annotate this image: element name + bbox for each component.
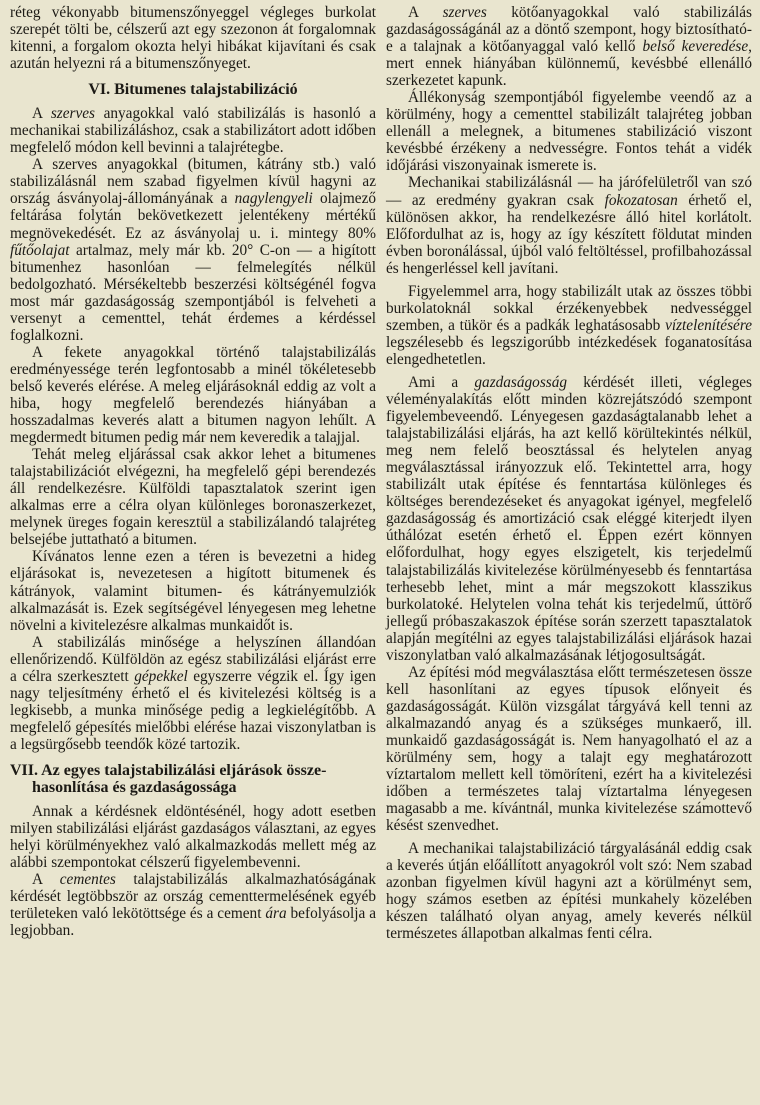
paragraph: A szerves anyagokkal (bitumen, kátrány stb.) való stabilizálásnál nem szabad figyelmen kívül hagyni az ország ásványolaj-állományának a nagylengyeli olajmező feltárása folytán bekövetkezett jelentékeny mértékű megnövekedését. Ez az ásványolaj u. i. mintegy 80% fűtőolajat artalmaz, mely már kb. 20° C-on — a higított bitumenhez hasonlóan — felmelegítés nélkül bedolgozható. Mérsékeltebb beszerzési költségénél fogva most már gazdaságosság szempontjából is felveheti a versenyt a cementtel, tehát érdemes a kérdéssel foglalkozni.: [10, 156, 377, 344]
emphasis: szerves: [50, 105, 95, 123]
right-column: [386, 4, 752, 1105]
paragraph: A stabilizálás minősége a helyszínen állandóan ellenőrizendő. Külföldön az egész stabilizálási eljárást erre a célra szerkesztett gépekkel egyszerre végzik el. Így igen nagy teljesítmény érhető el és kivitelezési költség is a legkisebb, a munka minősége pedig a legkielégítőbb. A megfelelő gépesítés mielőbbi elérése hazai viszonylatban is a legsürgősebb teendők közé tartozik.: [10, 633, 376, 753]
section-heading-vii: [10, 762, 376, 796]
emphasis: belső keveredése: [642, 38, 749, 56]
paragraph: Mechanikai stabilizálásnál — ha járófelületről van szó — az eredmény gyakran csak fokozatosan érhető el, különösen akkor, ha rendelkezésre álló hitel korlátolt. Előfordulhat az is, hogy az így készített földutat minden évben boronálással, újból való feltöltéssel, profilbahozással és hengerléssel kell javítani.: [386, 174, 752, 277]
emphasis: fűtőolajat: [10, 241, 70, 259]
emphasis: fokozatosan: [604, 191, 678, 209]
emphasis: víztelenítésére: [665, 316, 752, 334]
heading-line: hasonlítása és gazdaságossága: [32, 778, 237, 796]
paragraph: Állékonyság szempontjából figyelembe veendő az a körülmény, hogy a cementtel stabilizált talajréteg jobban ellenáll a melegnek, a bitumenes stabilizáció viszont kevésbbé érzékeny a nedvességre. Fontos tehát a vidék időjárási viszonyainak ismerete is.: [386, 89, 752, 175]
emphasis: szerves: [442, 4, 487, 21]
paragraph: Ami a gazdaságosság kérdését illeti, végleges véleményalakítás előtt minden közrejátszódó szempont figyelembeveendő. Lényegesen gazdaságtalanabb lehet a talajstabilizálási eljárás, ha azt kellő körültekintés nélkül, meg nem felelő beosztással és helytelen anyag megválasztással irányozzuk elő. Tekintettel arra, hogy stabilizált utak építése és fenntartása különleges és költséges berendezéseket és anyagokat igényel, megfelelő gazdaságosság és amortizáció csak eléggé kiterjedt ilyen úthálózat esetén érhető el. Éppen ezért könnyen előfordulhat, hogy egyes elszigetelt, kis terjedelmű talajstabilizálás kivitelezése körülményesebb és fenntartása terhesebb lehet, mint a már megszokott klasszikus burkolatoké. Helytelen volna tehát kis terjedelmű, úttörő jellegű próbaszakaszok építése során szerzett tapasztalatok alapján megítélni az egyes talajstabilizálási eljárások hazai viszonylatban való alkalmazásának létjogosultságát.: [386, 373, 752, 664]
emphasis: gépekkel: [134, 667, 188, 685]
heading-line: VII. Az egyes talajstabilizálási eljárások össze-: [10, 761, 327, 779]
section-heading-vi: VI. Bitumenes talajstabilizáció: [88, 81, 298, 99]
paragraph: A fekete anyagokkal történő talajstabilizálás eredményessége terén legfontosabb a minél tökéletesebb belső keverés elérése. A meleg eljárásoknál eddig az volt a hiba, hogy megfelelő berendezés hiányában a hosszadalmas keverés alatt a bitumen nagyon lehűlt. A megdermedt bitumen pedig már nem keveredik a talajjal.: [10, 343, 376, 447]
emphasis: cementes: [59, 871, 116, 889]
paragraph: réteg vékonyabb bitumenszőnyeggel végleges burkolat szerepét tölti be, célszerű azt egy szezonon át forgalomnak kitenni, a forgalom okozta helyi hibákat kijavítani és csak azután helyezni rá a bitumenszőnyeget.: [10, 4, 376, 73]
paragraph: A mechanikai talajstabilizáció tárgyalásánál eddig csak a keverés útján előállított anyagokról volt szó: Nem szabad azonban figyelmen kívül hagyni azt a körülményt sem, hogy számos esetben az építési munkahely közelében készen található olyan anyag, amely keverés nélkül természetes állapotban alkalmas fenti célra.: [386, 840, 752, 943]
paragraph: Annak a kérdésnek eldöntésénél, hogy adott esetben milyen stabilizálási eljárást gazdaságos választani, az egyes helyi körülményekhez való alkalmazkodás mellett még az alábbi szempontokat célszerű figyelembevenni.: [10, 802, 376, 872]
left-column: [10, 4, 376, 1105]
emphasis: ára: [265, 905, 287, 923]
paragraph: A szerves kötőanyagokkal való stabilizálás gazdaságosságánál az a döntő szempont, hogy biztosítható-e a talajnak a kötőanyaggal való kellő belső keveredése, mert ennek hiányában különnemű, kevésbbé ellenálló szerkezetet kapunk.: [386, 4, 752, 90]
emphasis: nagylengyeli: [234, 190, 313, 208]
paragraph: A szerves anyagokkal való stabilizálás is hasonló a mechanikai stabilizáláshoz, csak a stabilizátort adott időben megfelelő módon kell bevinni a talajrétegbe.: [10, 105, 376, 157]
paragraph: Tehát meleg eljárással csak akkor lehet a bitumenes talajstabilizációt elvégezni, ha megfelelő gépi berendezés áll rendelkezésre. Külföldi tapasztalatok szerint igen alkalmas erre a célra olyan különleges boronaszerkezet, melynek üreges fogain keresztül a stabilizálandó talajréteg belsejébe juttatható a bitumen.: [10, 446, 376, 549]
paragraph: Kívánatos lenne ezen a téren is bevezetni a hideg eljárásokat is, nevezetesen a higított bitumenek és kátrányok, valamint bitumen- és kátrányemulziók alkalmazását is. Ezek segítségével lényegesen meg lehetne növelni a kivitelezésre alkalmas munkaidőt is.: [10, 548, 376, 634]
paragraph: Az építési mód megválasztása előtt természetesen össze kell hasonlítani az egyes típusok előnyeit és gazdaságosságát. Külön vizsgálat tárgyává kell tenni az alkalmazandó anyag és a szükséges munkaerő, ill. munkaidő gazdaságosságát is. Nem hanyagolható el az a körülmény sem, hogy a talajt egy meghatározott víztartalom mellett kell tömöríteni, ezért ha a kivitelezési időben a természetes talaj víztartalma lényegesen magasabb a me. kívántnál, munka kivitelezése számottevő késést szenvedhet.: [386, 663, 752, 835]
paragraph: Figyelemmel arra, hogy stabilizált utak az összes többi burkolatoknál sokkal érzékenyebbek nedvességgel szemben, a tükör és a padkák leghatásosabb víztelenítésére legszélesebb és legszigorúbb intézkedések foganatosítása elengedhetetlen.: [386, 282, 752, 368]
paragraph: A cementes talajstabilizálás alkalmazhatóságának kérdését legtöbbször az ország cementtermelésének egyéb területeken való lekötöttsége és a cement ára befolyásolja a legjobban.: [10, 871, 376, 940]
emphasis: gazdaságosság: [474, 373, 568, 391]
